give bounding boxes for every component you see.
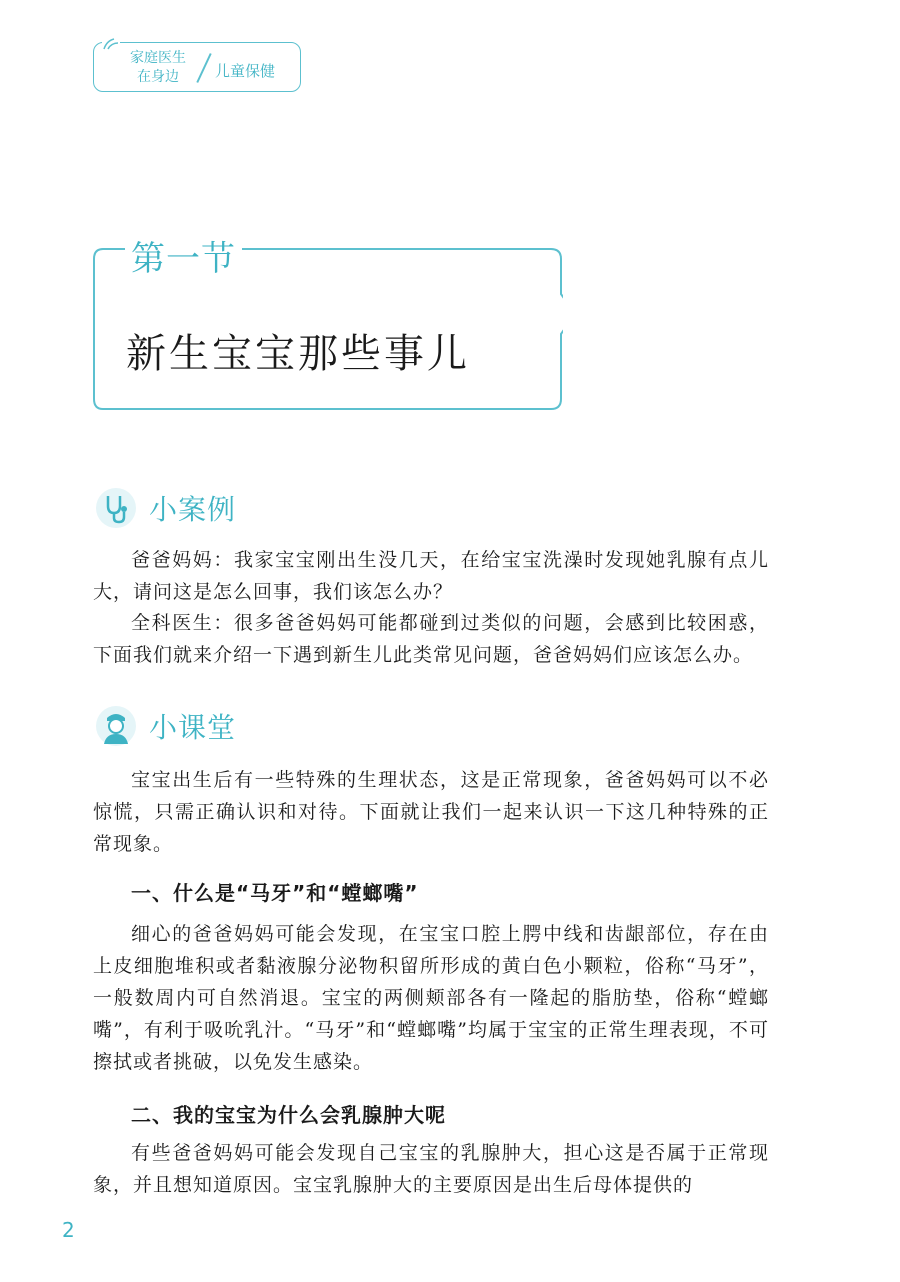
stethoscope-icon xyxy=(96,488,136,528)
lesson-heading-text: 小课堂 xyxy=(149,711,237,744)
subsection-body-2: 有些爸爸妈妈可能会发现自己宝宝的乳腺肿大，担心这是否属于正常现象，并且想知道原因。宝宝乳腺肿大的主要原因是出生后母体提供的 xyxy=(93,1142,769,1196)
nurse-icon xyxy=(96,706,136,746)
series-name xyxy=(128,49,188,87)
case-heading xyxy=(96,488,236,528)
lesson-intro: 宝宝出生后有一些特殊的生理状态，这是正常现象，爸爸妈妈可以不必惊慌，只需正确认识和对待。下面就让我们一起来认识一下这几种特殊的正常现象。 xyxy=(93,769,769,855)
case-paragraph-2: 全科医生：很多爸爸妈妈可能都碰到过类似的问题，会感到比较困惑，下面我们就来介绍一下遇到新生儿此类常见问题，爸爸妈妈们应该怎么办。 xyxy=(93,612,769,666)
series-name-line1: 家庭医生 xyxy=(130,50,186,66)
page-number: 2 xyxy=(62,1218,75,1242)
series-name-line2: 在身边 xyxy=(137,69,179,85)
book-topic: 儿童保健 xyxy=(215,62,276,80)
section-title: 新生宝宝那些事儿 xyxy=(126,331,470,377)
subsection-body-1: 细心的爸爸妈妈可能会发现，在宝宝口腔上腭中线和齿龈部位，存在由上皮细胞堆积或者黏液腺分泌物积留所形成的黄白色小颗粒，俗称“马牙”，一般数周内可自然消退。宝宝的两侧颊部各有一隆起的脂肪垫，俗称“螳螂嘴”，有利于吸吮乳汁。“马牙”和“螳螂嘴”均属于宝宝的正常生理表现，不可擦拭或者挑破，以免发生感染。 xyxy=(93,923,769,1073)
leaf-icon xyxy=(102,36,120,50)
case-heading-text: 小案例 xyxy=(149,493,237,526)
subsection-title-2: 二、我的宝宝为什么会乳腺肿大呢 xyxy=(131,1103,446,1127)
section-label: 第一节 xyxy=(125,231,242,280)
subsection-title-1: 一、什么是“马牙”和“螳螂嘴” xyxy=(131,881,419,905)
case-paragraph-1: 爸爸妈妈：我家宝宝刚出生没几天，在给宝宝洗澡时发现她乳腺有点儿大，请问这是怎么回事，我们该怎么办？ xyxy=(93,549,769,603)
lesson-heading xyxy=(96,706,236,746)
